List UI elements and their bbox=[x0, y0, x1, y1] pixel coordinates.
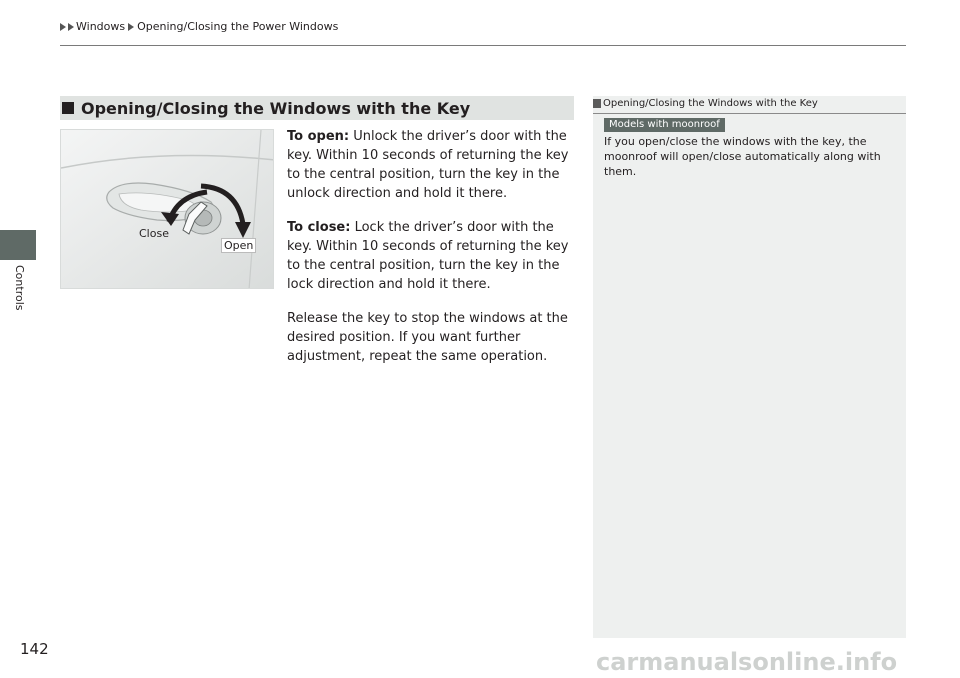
breadcrumb-arrow-icon bbox=[60, 23, 66, 31]
door-handle-drawing bbox=[61, 130, 274, 289]
release-paragraph: Release the key to stop the windows at the desired position. If you want further adjustment, repeat the same operation. bbox=[287, 311, 568, 364]
breadcrumb-item-power-windows[interactable]: Opening/Closing the Power Windows bbox=[137, 20, 339, 33]
sidebar-heading bbox=[593, 98, 818, 109]
close-label: Close bbox=[139, 227, 169, 240]
key-door-illustration bbox=[60, 129, 274, 289]
sidebar-rule bbox=[593, 113, 906, 114]
to-open-text: Unlock the driver’s door with the key. Within 10 seconds of returning the key to the central position, turn the key in the unlock direction and hold it there. bbox=[287, 129, 569, 201]
section-title: Opening/Closing the Windows with the Key bbox=[81, 98, 471, 118]
to-close-text: Lock the driver’s door with the key. Within 10 seconds of returning the key to the central position, turn the key in the lock direction and hold it there. bbox=[287, 220, 569, 292]
chapter-tab[interactable] bbox=[0, 230, 36, 260]
breadcrumb-arrow-icon bbox=[68, 23, 74, 31]
open-label: Open bbox=[221, 238, 256, 253]
breadcrumb bbox=[60, 20, 338, 33]
sidebar-heading-text: Opening/Closing the Windows with the Key bbox=[603, 98, 818, 109]
to-open-paragraph bbox=[287, 127, 577, 203]
to-open-label: To open: bbox=[287, 129, 350, 144]
breadcrumb-separator-icon bbox=[128, 23, 134, 31]
section-heading bbox=[60, 96, 574, 120]
chapter-tab-label: Controls bbox=[13, 265, 26, 311]
sidebar-body: If you open/close the windows with the key, the moonroof will open/close automatically along with them. bbox=[604, 135, 881, 178]
page-number: 142 bbox=[20, 640, 49, 658]
section-square-icon bbox=[62, 102, 74, 114]
models-badge: Models with moonroof bbox=[604, 118, 725, 132]
instructions bbox=[287, 127, 577, 381]
breadcrumb-item-windows[interactable]: Windows bbox=[76, 20, 126, 33]
to-close-label: To close: bbox=[287, 220, 351, 235]
to-close-paragraph bbox=[287, 218, 577, 294]
header-rule bbox=[60, 45, 906, 46]
watermark: carmanualsonline.info bbox=[596, 648, 898, 676]
reference-marker-icon bbox=[593, 99, 601, 108]
